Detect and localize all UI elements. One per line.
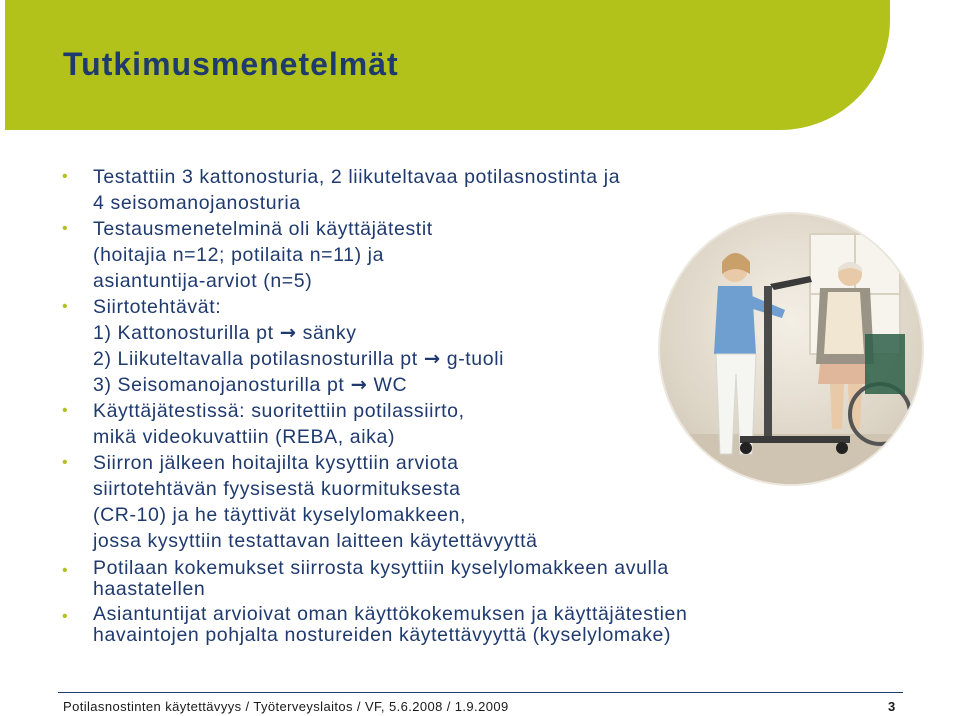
lift-mast: [764, 286, 772, 436]
bullet-line: Potilaan kokemukset siirrosta kysyttiin kyselylomakkeen avulla: [93, 557, 669, 579]
patient-lift-photo: [660, 214, 922, 484]
task-from: 3) Seisomanojanosturilla pt: [93, 374, 345, 396]
bullet-item: [62, 558, 842, 600]
bullet-line: (CR-10) ja he täyttivät kyselylomakkeen,: [93, 504, 466, 526]
page-title: Tutkimusmenetelmät: [63, 46, 399, 82]
bullet-line: haastatellen: [93, 578, 206, 600]
bullet-line: mikä videokuvattiin (REBA, aika): [93, 426, 396, 448]
bullet-line: (hoitajia n=12; potilaita n=11) ja: [93, 244, 385, 266]
lift-arm: [770, 276, 812, 290]
bullet-line: jossa kysyttiin testattavan laitteen käytettävyyttä: [93, 530, 538, 552]
arrow-right-icon: →: [279, 321, 297, 344]
bullet-line: asiantuntija-arviot (n=5): [93, 270, 313, 292]
task-to: g-tuoli: [446, 348, 505, 370]
task-to: sänky: [302, 322, 357, 344]
task-to: WC: [373, 374, 408, 396]
bullet-line: 4 seisomanojanosturia: [93, 192, 301, 214]
bullet-dot-icon: •: [62, 402, 69, 419]
wheelchair-seat: [865, 334, 905, 394]
bullet-line: havaintojen pohjalta nostureiden käytettävyyttä (kyselylomake): [93, 624, 672, 646]
page-number: 3: [888, 699, 896, 714]
lift-base: [740, 436, 850, 443]
task-from: 1) Kattonosturilla pt: [93, 322, 274, 344]
bullet-line: Siirtotehtävät:: [93, 296, 222, 318]
bullet-line: Käyttäjätestissä: suoritettiin potilassiirto,: [93, 400, 465, 422]
bullet-dot-icon: •: [62, 298, 69, 315]
bullet-dot-icon: •: [62, 220, 69, 237]
caregiver-top: [714, 286, 756, 354]
bullet-line: Testausmenetelminä oli käyttäjätestit: [93, 218, 433, 240]
task-from: 2) Liikuteltavalla potilasnosturilla pt: [93, 348, 418, 370]
arrow-right-icon: →: [350, 373, 368, 396]
bullet-line: siirtotehtävän fyysisestä kuormituksesta: [93, 478, 461, 500]
bullet-dot-icon: •: [62, 168, 69, 185]
footer-divider: [58, 692, 903, 693]
arrow-right-icon: →: [423, 347, 441, 370]
bullet-dot-icon: •: [62, 608, 69, 625]
bullet-item: [62, 164, 842, 216]
bullet-item: [62, 604, 842, 646]
bullet-line: Asiantuntijat arvioivat oman käyttökokemuksen ja käyttäjätestien: [93, 603, 688, 625]
patient-lift-illustration: [660, 214, 922, 484]
bullet-line: Siirron jälkeen hoitajilta kysyttiin arviota: [93, 452, 459, 474]
bullet-dot-icon: •: [62, 454, 69, 471]
header-strip: [890, 0, 960, 130]
bullet-line: Testattiin 3 kattonosturia, 2 liikuteltavaa potilasnostinta ja: [93, 166, 621, 188]
bullet-dot-icon: •: [62, 562, 69, 579]
footer-text: Potilasnostinten käytettävyys / Työterveyslaitos / VF, 5.6.2008 / 1.9.2009: [63, 699, 509, 714]
